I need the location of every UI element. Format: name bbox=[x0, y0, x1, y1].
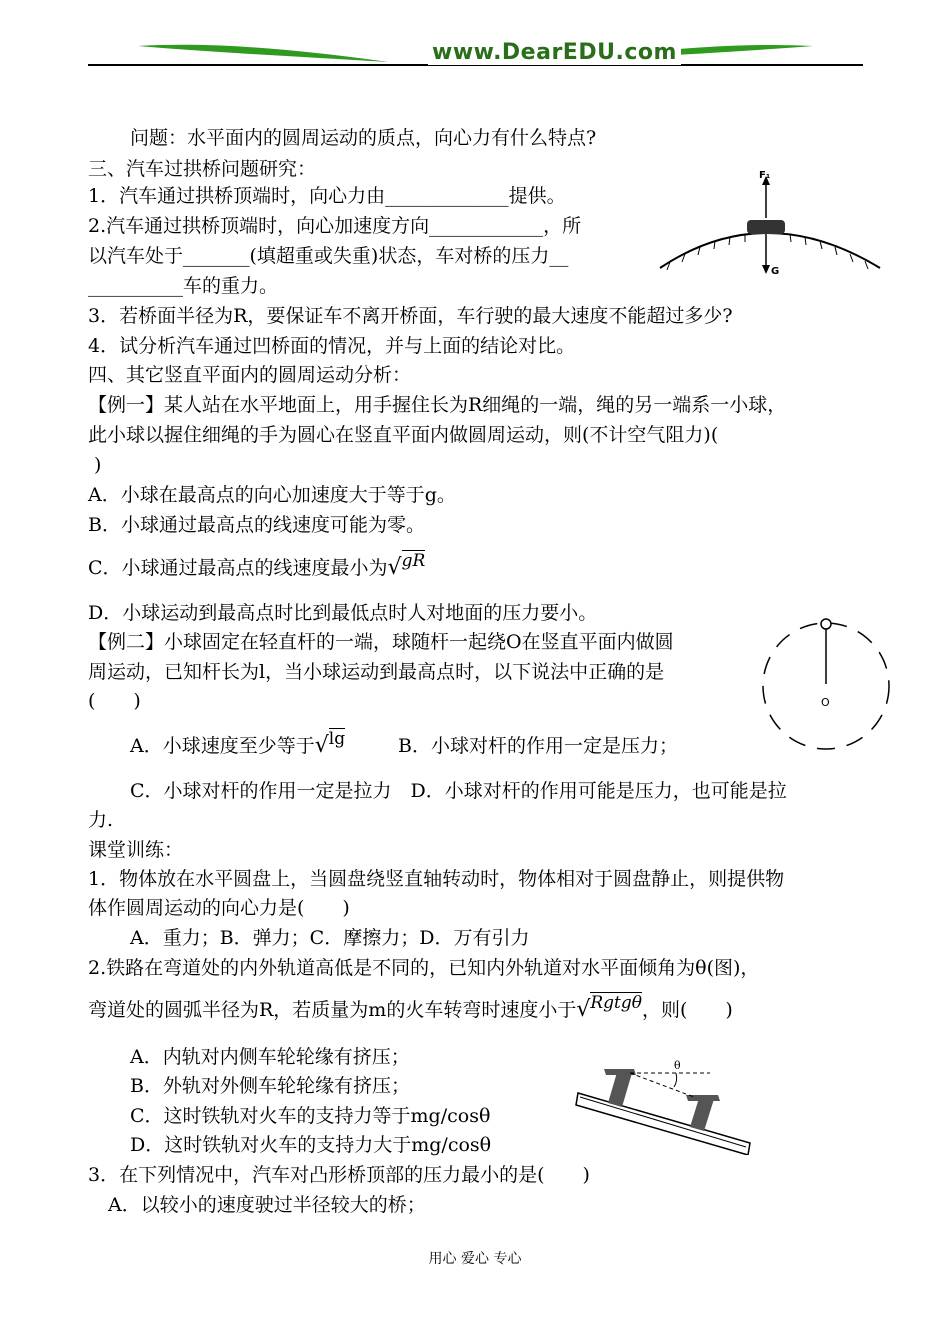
example-1-option-c-text: C．小球通过最高点的线速度最小为 bbox=[88, 557, 388, 579]
force-g-label: G bbox=[771, 266, 780, 277]
page-footer: 用心 爱心 专心 bbox=[428, 1251, 522, 1267]
arch-bridge-figure bbox=[655, 168, 885, 283]
drill-2-line-2-end: ，则( ) bbox=[642, 999, 733, 1021]
sqrt-lg: lg bbox=[328, 729, 346, 749]
tilted-rail-figure bbox=[570, 1055, 760, 1155]
section-3-title: 三、汽车过拱桥问题研究： bbox=[88, 158, 317, 180]
vertical-circle-figure bbox=[757, 614, 897, 754]
section-3-item-2-line-1: 2.汽车通过拱桥顶端时，向心加速度方向____________，所 bbox=[88, 215, 582, 237]
example-1-line-2: 此小球以握住细绳的手为圆心在竖直平面内做圆周运动，则(不计空气阻力)( bbox=[88, 424, 719, 446]
example-2-line-2: 周运动，已知杆长为l，当小球运动到最高点时，以下说法中正确的是 bbox=[88, 661, 665, 683]
example-2-option-cd: C．小球对杆的作用一定是拉力 D．小球对杆的作用可能是压力，也可能是拉 bbox=[130, 780, 787, 802]
drill-2-option-a: A．内轨对内侧车轮轮缘有挤压； bbox=[130, 1046, 410, 1068]
section-3-item-4: 4．试分析汽车通过凹桥面的情况，并与上面的结论对比。 bbox=[88, 335, 576, 357]
section-4-title: 四、其它竖直平面内的圆周运动分析： bbox=[88, 364, 412, 386]
drill-2-option-b: B．外轨对外侧车轮轮缘有挤压； bbox=[130, 1075, 410, 1097]
section-3-item-3: 3．若桥面半径为R，要保证车不离开桥面，车行驶的最大速度不能超过多少? bbox=[88, 305, 733, 327]
example-2-line-3: ( ) bbox=[88, 690, 141, 712]
sqrt-sign-lg: √ bbox=[314, 733, 329, 758]
example-1-option-b: B．小球通过最高点的线速度可能为零。 bbox=[88, 514, 425, 536]
drill-1-line-1: 1．物体放在水平圆盘上，当圆盘绕竖直轴转动时，物体相对于圆盘静止，则提供物 bbox=[88, 868, 785, 890]
drill-3-option-a: A．以较小的速度驶过半径较大的桥； bbox=[108, 1194, 426, 1216]
force-f1-label: F₁ bbox=[759, 170, 771, 181]
sqrt-sign-rgtg: √ bbox=[576, 997, 591, 1022]
page-header bbox=[88, 40, 863, 70]
section-3-item-1: 1．汽车通过拱桥顶端时，向心力由_____________提供。 bbox=[88, 185, 566, 207]
drill-2-line-2 bbox=[88, 993, 733, 1023]
sqrt-gR: gR bbox=[401, 551, 426, 571]
drill-1-options: A．重力；B．弹力；C．摩擦力；D．万有引力 bbox=[130, 927, 530, 949]
example-1-line-3: ) bbox=[94, 454, 102, 476]
sqrt-rgtg: Rgtgθ bbox=[590, 993, 642, 1013]
example-2-option-b: B．小球对杆的作用一定是压力； bbox=[398, 735, 678, 757]
example-2-option-a bbox=[130, 729, 346, 759]
section-3-item-2-line-2: 以汽车处于_______(填超重或失重)状态，车对桥的压力__ bbox=[88, 245, 569, 267]
example-2-line-1: 【例二】小球固定在轻直杆的一端，球随杆一起绕O在竖直平面内做圆 bbox=[88, 631, 674, 653]
drill-2-option-c: C．这时铁轨对火车的支持力等于mg/cosθ bbox=[130, 1105, 491, 1127]
section-3-item-2-line-3: __________车的重力。 bbox=[88, 275, 279, 297]
question-intro: 问题：水平面内的圆周运动的质点，向心力有什么特点? bbox=[130, 127, 597, 149]
center-o-label: O bbox=[821, 696, 830, 709]
drill-2-line-1: 2.铁路在弯道处的内外轨道高低是不同的，已知内外轨道对水平面倾角为θ(图)， bbox=[88, 957, 760, 979]
example-1-option-c bbox=[88, 551, 426, 581]
example-2-option-cd-end: 力. bbox=[88, 809, 114, 831]
example-1-option-a: A．小球在最高点的向心加速度大于等于g。 bbox=[88, 484, 456, 506]
drill-3-line-1: 3．在下列情况中，汽车对凸形桥顶部的压力最小的是( ) bbox=[88, 1164, 590, 1186]
sqrt-sign-gR: √ bbox=[387, 555, 402, 580]
drill-2-option-d: D．这时铁轨对火车的支持力大于mg/cosθ bbox=[130, 1134, 492, 1156]
example-1-line-1: 【例一】某人站在水平地面上，用手握住长为R细绳的一端，绳的另一端系一小球， bbox=[88, 394, 787, 416]
theta-label: θ bbox=[674, 1059, 681, 1072]
drill-title: 课堂训练： bbox=[88, 839, 184, 861]
drill-2-line-2-text: 弯道处的圆弧半径为R，若质量为m的火车转弯时速度小于 bbox=[88, 999, 577, 1021]
drill-1-line-2: 体作圆周运动的向心力是( ) bbox=[88, 897, 350, 919]
site-logo-text: www.DearEDU.com bbox=[428, 40, 681, 65]
car-shape bbox=[747, 220, 785, 234]
example-1-option-d: D．小球运动到最高点时比到最低点时人对地面的压力要小。 bbox=[88, 602, 598, 624]
example-2-option-a-text: A．小球速度至少等于 bbox=[130, 735, 315, 757]
